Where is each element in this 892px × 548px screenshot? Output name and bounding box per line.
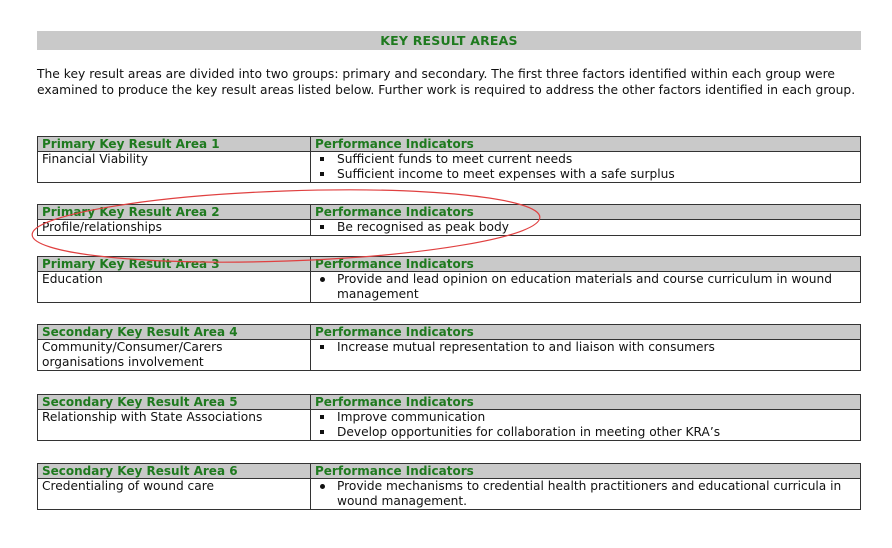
table-header-row [38, 395, 861, 410]
area-heading: Primary Key Result Area 1 [38, 137, 311, 152]
kra-table-3 [37, 256, 861, 303]
area-name: Community/Consumer/Carers organisations involvement [38, 340, 311, 371]
table-row [38, 340, 861, 371]
area-name: Credentialing of wound care [38, 479, 311, 510]
indicator-item: Provide and lead opinion on education materials and course curriculum in wound management [315, 272, 856, 302]
indicators-cell [311, 410, 861, 441]
table-header-row [38, 325, 861, 340]
table-row [38, 272, 861, 303]
indicators-cell [311, 340, 861, 371]
indicator-item: Develop opportunities for collaboration in meeting other KRA’s [315, 425, 856, 440]
area-name: Relationship with State Associations [38, 410, 311, 441]
kra-table-5 [37, 394, 861, 441]
intro-paragraph: The key result areas are divided into two groups: primary and secondary. The first three factors identified within each group were examined to produce the key result areas listed below. Further work is required to address the other factors identified in each group. [37, 67, 856, 97]
area-heading: Secondary Key Result Area 4 [38, 325, 311, 340]
area-heading: Secondary Key Result Area 6 [38, 464, 311, 479]
indicator-list [315, 340, 856, 355]
indicator-list [315, 152, 856, 182]
table-header-row [38, 257, 861, 272]
kra-table-2 [37, 204, 861, 236]
table-row [38, 220, 861, 236]
table-header-row [38, 464, 861, 479]
indicator-item: Increase mutual representation to and liaison with consumers [315, 340, 856, 355]
indicators-heading: Performance Indicators [311, 395, 861, 410]
area-heading: Primary Key Result Area 3 [38, 257, 311, 272]
indicator-list [315, 220, 856, 235]
indicator-item: Sufficient income to meet expenses with a safe surplus [315, 167, 856, 182]
kra-table-4 [37, 324, 861, 371]
table-row [38, 152, 861, 183]
area-name: Profile/relationships [38, 220, 311, 236]
table-row [38, 410, 861, 441]
indicators-cell [311, 272, 861, 303]
indicators-heading: Performance Indicators [311, 325, 861, 340]
area-name: Financial Viability [38, 152, 311, 183]
indicator-item: Be recognised as peak body [315, 220, 856, 235]
indicators-cell [311, 152, 861, 183]
area-heading: Primary Key Result Area 2 [38, 205, 311, 220]
indicators-heading: Performance Indicators [311, 464, 861, 479]
indicators-heading: Performance Indicators [311, 257, 861, 272]
indicator-item: Sufficient funds to meet current needs [315, 152, 856, 167]
indicators-heading: Performance Indicators [311, 205, 861, 220]
indicator-list [315, 410, 856, 440]
indicators-cell [311, 479, 861, 510]
table-header-row [38, 205, 861, 220]
indicators-cell [311, 220, 861, 236]
indicator-item: Provide mechanisms to credential health practitioners and educational curricula in wound management. [315, 479, 856, 509]
indicators-heading: Performance Indicators [311, 137, 861, 152]
indicator-list [315, 272, 856, 302]
table-row [38, 479, 861, 510]
kra-table-6 [37, 463, 861, 510]
area-heading: Secondary Key Result Area 5 [38, 395, 311, 410]
kra-table-1 [37, 136, 861, 183]
section-heading: KEY RESULT AREAS [37, 31, 861, 50]
indicator-item: Improve communication [315, 410, 856, 425]
area-name: Education [38, 272, 311, 303]
indicator-list [315, 479, 856, 509]
table-header-row [38, 137, 861, 152]
